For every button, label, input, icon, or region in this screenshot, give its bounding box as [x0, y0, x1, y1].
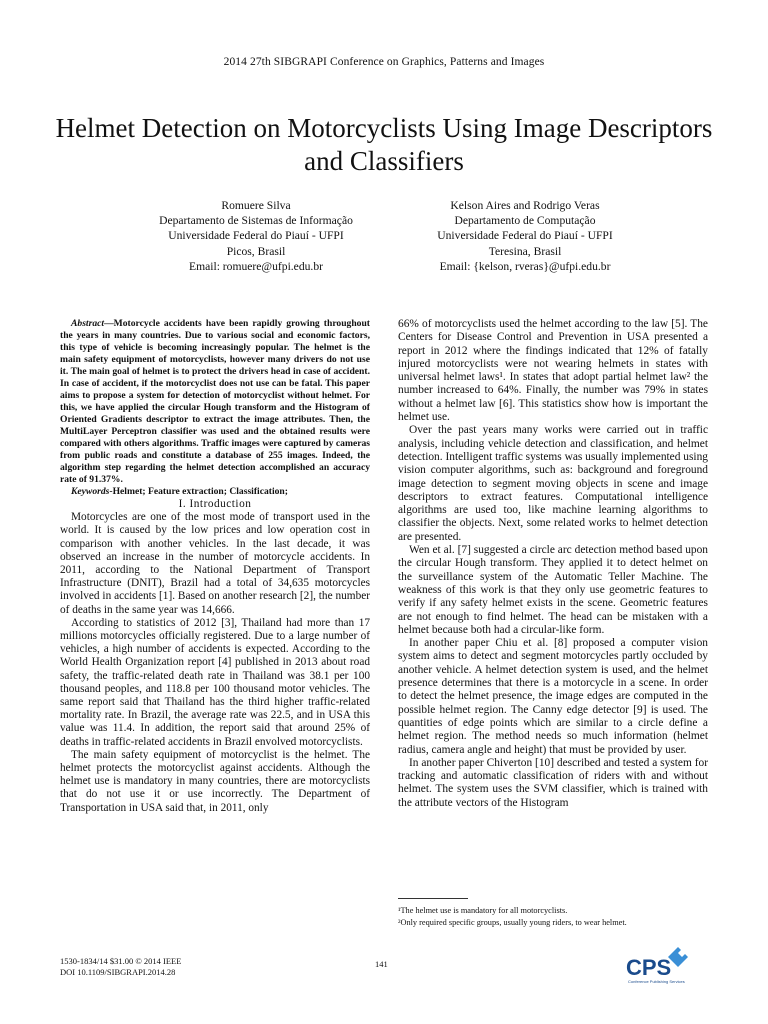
author-name: Romuere Silva: [221, 199, 291, 212]
abstract-label: Abstract: [71, 318, 105, 329]
logo-text: CPS: [626, 955, 672, 980]
copyright-line: 1530-1834/14 $31.00 © 2014 IEEE: [60, 956, 182, 966]
keywords: [60, 486, 370, 498]
footnote-1: ¹The helmet use is mandatory for all motorcyclists.: [398, 906, 568, 915]
right-column: [398, 318, 708, 810]
paragraph: In another paper Chiu et al. [8] proposed a computer vision system aims to detect and segment motorcycles partly occluded by another vehicle. A helmet detection system is used, and the helmet presence determines that there is a motorcycle in a scene. In order to detect the helmet presence, the image edges are computed in the possible helmet region. The Canny edge detector [9] is used. The quantities of edge points which are similar to a circle define a helmet region. The method needs so much information (helmet radius, camera angle and height) that must be provided by user.: [398, 637, 708, 756]
footnote-rule: [398, 898, 468, 899]
footnote-2: ²Only required specific groups, usually young riders, to wear helmet.: [398, 918, 627, 927]
copyright-block: [60, 956, 181, 978]
keywords-label: Keywords: [71, 486, 110, 497]
author-email: Email: {kelson, rveras}@ufpi.edu.br: [439, 259, 611, 273]
abstract-text: —Motorcycle accidents have been rapidly growing throughout the years in many countries. Due to various social and economic factors, this type of vehicle is becoming increasingly popular. The helmet is the main safety equipment of motorcyclists, however many drivers do not use it. The main goal of helmet is to protect the drivers head in case of accident. In case of accident, if the motorcyclist does not use can be fatal. This paper aims to propose a system for detection of motorcyclist without helmet. For this, we have applied the circular Hough transform and the Histogram of Oriented Gradients descriptor to extract the image attributes. Then, the MultiLayer Perceptron classifier was used and the obtained results were compared with others algorithms. Traffic images were captured by cameras from public roads and constitute a database of 255 images. Indeed, the algorithm step regarding the helmet detection accomplished an accuracy rate of 91.37%.: [60, 318, 370, 485]
author-name: Kelson Aires and Rodrigo Veras: [450, 199, 600, 212]
author-university: Universidade Federal do Piauí - UFPI: [437, 229, 613, 243]
doi-line: DOI 10.1109/SIBGRAPI.2014.28: [60, 967, 176, 977]
page-number: 141: [375, 959, 388, 969]
conference-header: 2014 27th SIBGRAPI Conference on Graphics, Patterns and Images: [223, 56, 545, 68]
paper-title: Helmet Detection on Motorcyclists Using Image Descriptors and Classifiers: [55, 113, 713, 176]
cps-logo: [626, 945, 696, 985]
footnotes: [398, 905, 708, 929]
paragraph: In another paper Chiverton [10] described and tested a system for tracking and automatic classification of riders with and without helmet. The system uses the SVM classifier, which is trained with the attribute vectors of the Histogram: [398, 756, 708, 809]
author-university: Universidade Federal do Piauí - UFPI: [168, 229, 344, 243]
paragraph: According to statistics of 2012 [3], Thailand had more than 17 millions motorcycles officially registered. Due to a large number of vehicles, a high number of accidents is expected. According to the World Health Organization report [4] published in 2013 about road safety, the traffic-related death rate in Thailand was 38.1 per 100 thousand peoples, and 118.8 per 100 thousand motor vehicles. The same report said that Thailand has the third higher traffic-related mortality rate. In Brazil, the average rate was 22.5, and in USA this value was 11.4. In addition, the report said that around 25% of deaths in traffic-related accidents in Brazil envolved motorcyclists.: [60, 616, 370, 748]
abstract: [60, 318, 370, 486]
author-block-2: [375, 198, 675, 274]
paragraph: Over the past years many works were carried out in traffic analysis, including vehicle detection and classification, and helmet detection. Intelligent traffic systems was usually implemented using vision computer algorithms, such as: background and foreground image detection to segment moving objects in scene and image descriptors to extract features. Computational intelligence algorithms are used too, like machine learning algorithms to classifier the objects. Next, some related works to helmet detection are presented.: [398, 424, 708, 543]
paragraph: The main safety equipment of motorcyclist is the helmet. The helmet protects the motorcyclist against accidents. Although the helmet use is mandatory in many countries, there are motorcyclists that do not use it or use incorrectly. The Department of Transportation in USA said that, in 2011, only: [60, 748, 370, 814]
keywords-text: -Helmet; Feature extraction; Classification;: [109, 486, 288, 497]
paragraph: 66% of motorcyclists used the helmet according to the law [5]. The Centers for Disease Control and Prevention in USA presented a report in 2012 where the findings indicated that 12% of fatally injured motorcyclists were not wearing helmets in states with universal helmet laws¹. In states that adopt partial helmet law² the number increased to 64%. Finally, the number was 79% in states without a helmet law [6]. This statistics show how is important the helmet use.: [398, 318, 708, 424]
logo-subtext: Conference Publishing Services: [628, 979, 685, 984]
author-department: Departamento de Sistemas de Informação: [159, 214, 353, 228]
author-location: Teresina, Brasil: [488, 244, 562, 258]
paragraph: Wen et al. [7] suggested a circle arc detection method based upon the circular Hough transform. They applied it to detect helmet on the surveillance system of the Automatic Teller Machine. The weakness of this work is that they only use geometric features to verify if any safety helmet exists in the scene. Geometric features are not enough to find helmet. The head can be mistaken with a helmet because both had a circular-like form.: [398, 544, 708, 636]
paragraph: Motorcycles are one of the most mode of transport used in the world. It is caused by the low prices and low operation cost in comparison with another vehicles. In the last decade, it was observed an increase in the number of motorcycle accidents. In 2011, according to the National Department of Transport Infrastructure (DNIT), Brazil had a total of 34,635 motorcycles involved in accidents [1]. Based on another research [2], the number of deaths in the same year was 14,666.: [60, 511, 370, 616]
author-block-1: [106, 198, 406, 274]
left-column: [60, 318, 370, 815]
author-location: Picos, Brasil: [226, 244, 286, 258]
section-heading: I. Introduction: [178, 498, 252, 510]
author-email: Email: romuere@ufpi.edu.br: [189, 259, 323, 273]
author-department: Departamento de Computação: [454, 214, 596, 228]
